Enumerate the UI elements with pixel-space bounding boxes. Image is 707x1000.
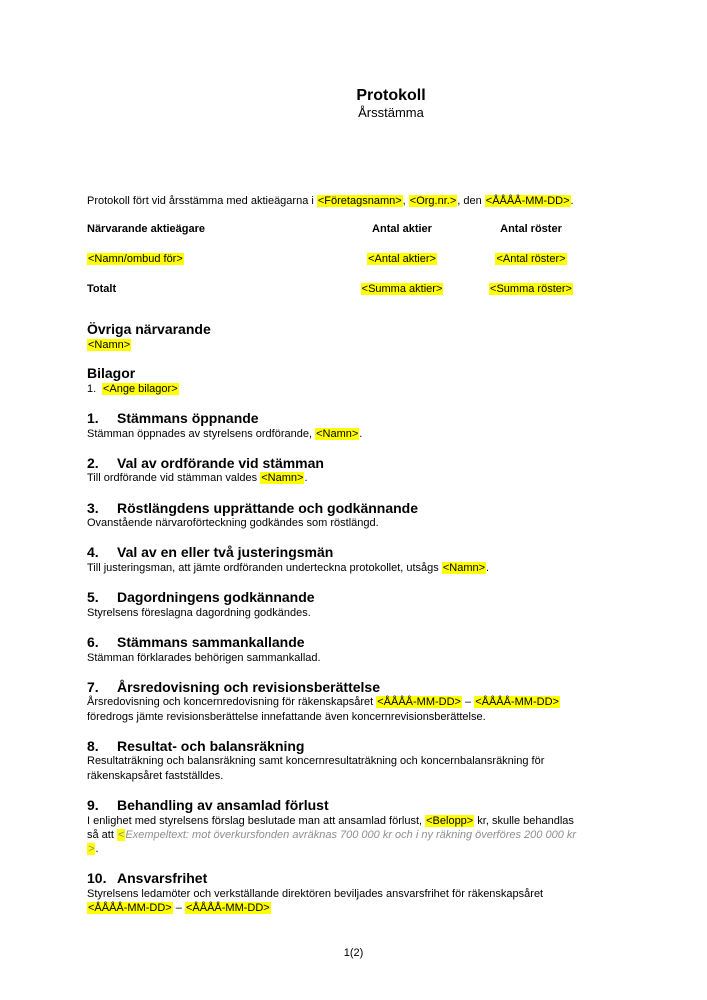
column-header-votes: Antal röster	[500, 223, 562, 235]
text-segment: räkenskapsåret fastställdes.	[87, 769, 224, 782]
section-title: Röstlängdens upprättande och godkännande	[117, 499, 419, 516]
placeholder-highlight: <	[117, 828, 125, 841]
placeholder-highlight: <ÅÅÅÅ-MM-DD>	[88, 902, 172, 915]
section-title: Behandling av ansamlad förlust	[117, 797, 329, 814]
placeholder-highlight: >	[88, 843, 95, 856]
attachment-item	[87, 382, 695, 396]
text-segment: , den	[457, 195, 485, 207]
placeholder-highlight: <Namn>	[261, 472, 304, 485]
placeholder-highlight: <Summa röster>	[490, 283, 572, 295]
text-segment: .	[95, 843, 99, 856]
section-title: Stämmans öppnande	[117, 410, 259, 427]
section	[87, 500, 695, 531]
others-present-heading: Övriga närvarande	[87, 320, 211, 337]
attachments-block	[87, 365, 695, 396]
section-body	[87, 561, 632, 575]
section-number: 10.	[87, 870, 107, 887]
placeholder-highlight: <Antal röster>	[496, 253, 566, 265]
document-title: Protokoll	[356, 87, 426, 104]
text-segment: Totalt	[87, 283, 117, 295]
section-number: 7.	[87, 678, 99, 695]
table-cell	[337, 282, 467, 297]
attachments-heading: Bilagor	[87, 364, 136, 381]
section-heading	[87, 589, 695, 606]
section-body	[87, 516, 632, 530]
section-number: 5.	[87, 589, 99, 606]
text-segment: Resultaträkning och balansräkning samt koncernresultaträkning och koncernbalansräkning för	[87, 755, 545, 768]
placeholder-highlight: <Företagsnamn>	[317, 195, 402, 207]
placeholder-highlight: <ÅÅÅÅ-MM-DD>	[485, 195, 570, 207]
section-body	[87, 754, 632, 783]
text-segment: föredrogs jämte revisionsberättelse innefattande även koncernrevisionsberättelse.	[87, 710, 486, 723]
section-body	[87, 427, 632, 441]
section-title: Resultat- och balansräkning	[117, 737, 305, 754]
section-title: Ansvarsfrihet	[117, 870, 208, 887]
section-number: 3.	[87, 499, 99, 516]
placeholder-highlight: <ÅÅÅÅ-MM-DD>	[185, 902, 270, 915]
table-cell	[467, 282, 595, 297]
text-segment: Styrelsens föreslagna dagordning godkändes.	[87, 606, 311, 619]
section-number: 9.	[87, 797, 99, 814]
text-segment: .	[486, 561, 490, 574]
section-number: 8.	[87, 737, 99, 754]
text-segment: –	[172, 902, 185, 915]
section-number: 2.	[87, 454, 99, 471]
section-heading	[87, 634, 695, 651]
section	[87, 679, 695, 724]
section	[87, 589, 695, 620]
section-heading	[87, 797, 695, 814]
text-segment: .	[570, 195, 574, 207]
section-body	[87, 606, 632, 620]
section	[87, 544, 695, 575]
placeholder-highlight: <Ange bilagor>	[103, 382, 178, 395]
section	[87, 797, 695, 856]
section-body	[87, 471, 632, 485]
placeholder-highlight: <ÅÅÅÅ-MM-DD>	[377, 696, 461, 709]
attachment-number: 1.	[87, 382, 97, 395]
table-row	[87, 252, 695, 282]
text-segment: –	[461, 696, 475, 709]
section-heading	[87, 410, 695, 427]
placeholder-highlight: <Namn>	[442, 561, 486, 574]
section-body	[87, 814, 632, 857]
section	[87, 634, 695, 665]
text-segment: .	[304, 472, 308, 485]
placeholder-highlight: <ÅÅÅÅ-MM-DD>	[475, 696, 559, 709]
section-number: 4.	[87, 544, 99, 561]
sections-list	[87, 410, 695, 915]
text-segment: Styrelsens ledamöter och verkställande direktören beviljades ansvarsfrihet för räkenskapsåret	[87, 887, 544, 900]
document-content	[87, 86, 695, 916]
text-segment: Till ordförande vid stämman valdes	[87, 472, 261, 485]
text-segment: så att	[87, 828, 117, 841]
column-header-shareholders: Närvarande aktieägare	[87, 223, 206, 235]
attendance-header-row	[87, 222, 695, 252]
section-title: Dagordningens godkännande	[117, 589, 315, 606]
document-subtitle: Årsstämma	[358, 105, 424, 120]
section-title: Årsredovisning och revisionsberättelse	[117, 678, 380, 695]
section	[87, 870, 695, 915]
text-segment: Årsredovisning och koncernredovisning för räkenskapsåret	[87, 696, 377, 709]
placeholder-highlight: <Org.nr.>	[409, 195, 457, 207]
text-segment: Protokoll fört vid årsstämma med aktieägarna i	[87, 195, 317, 207]
text-segment: kr, skulle behandlas	[474, 814, 574, 827]
attendance-table	[87, 222, 695, 297]
text-segment: Stämman förklarades behörigen sammankallad.	[87, 651, 321, 664]
column-header-shares: Antal aktier	[372, 223, 432, 235]
section-heading	[87, 544, 695, 561]
others-present-block	[87, 321, 695, 352]
section	[87, 455, 695, 486]
placeholder-highlight: <Namn>	[316, 427, 359, 440]
page-number: 1(2)	[343, 947, 364, 959]
section-body	[87, 887, 632, 916]
document-header	[87, 86, 695, 120]
others-present-value	[87, 338, 695, 352]
text-segment: ,	[402, 195, 409, 207]
table-cell	[87, 252, 337, 282]
section-body	[87, 651, 632, 665]
text-segment: .	[359, 427, 363, 440]
section-heading	[87, 500, 695, 517]
section-heading	[87, 455, 695, 472]
section	[87, 410, 695, 441]
placeholder-highlight: <Summa aktier>	[361, 283, 443, 295]
section-title: Stämmans sammankallande	[117, 634, 305, 651]
attendance-rows	[87, 252, 695, 297]
placeholder-highlight: <Namn>	[88, 338, 131, 351]
section-heading	[87, 679, 695, 696]
text-segment: I enlighet med styrelsens förslag beslutade man att ansamlad förlust,	[87, 814, 426, 827]
intro-paragraph	[87, 194, 632, 209]
text-segment: Exempeltext: mot överkursfonden avräknas 700 000 kr och i ny räkning överföres 200 000 kr	[125, 828, 577, 841]
text-segment: Ovanstående närvaroförteckning godkändes som röstlängd.	[87, 517, 379, 530]
table-cell	[87, 282, 337, 297]
placeholder-highlight: <Namn/ombud för>	[88, 253, 183, 265]
table-cell	[467, 252, 595, 282]
text-segment: Stämman öppnades av styrelsens ordförande,	[87, 427, 316, 440]
text-segment: Till justeringsman, att jämte ordföranden underteckna protokollet, utsågs	[87, 561, 442, 574]
section	[87, 738, 695, 783]
section-title: Val av ordförande vid stämman	[117, 454, 324, 471]
attachments-list	[87, 382, 695, 396]
section-title: Val av en eller två justeringsmän	[117, 544, 334, 561]
placeholder-highlight: <Belopp>	[426, 814, 474, 827]
table-cell	[337, 252, 467, 282]
section-number: 6.	[87, 634, 99, 651]
section-body	[87, 695, 632, 724]
section-number: 1.	[87, 410, 99, 427]
section-heading	[87, 870, 695, 887]
attachment-text	[102, 382, 179, 396]
table-row	[87, 282, 695, 297]
placeholder-highlight: <Antal aktier>	[368, 253, 436, 265]
section-heading	[87, 738, 695, 755]
